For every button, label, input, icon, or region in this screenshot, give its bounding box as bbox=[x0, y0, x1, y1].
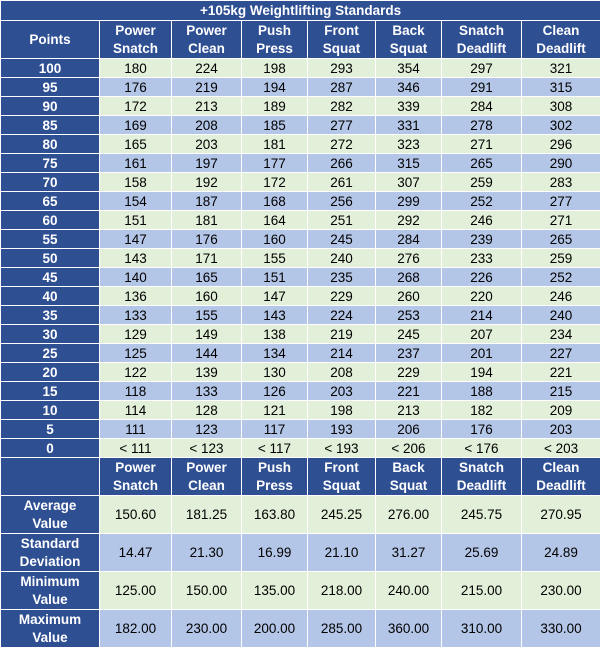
value-cell: 331 bbox=[376, 116, 442, 135]
value-cell: 276 bbox=[376, 249, 442, 268]
value-cell: 308 bbox=[522, 97, 600, 116]
column-header-line2: Snatch bbox=[112, 477, 158, 493]
stat-value-cell: 182.00 bbox=[100, 610, 172, 648]
value-cell: 198 bbox=[308, 401, 376, 420]
value-cell: < 123 bbox=[172, 439, 242, 458]
stat-row bbox=[1, 572, 600, 610]
value-cell: 194 bbox=[242, 78, 308, 97]
column-header-line1: Snatch bbox=[458, 22, 504, 38]
stat-label-line1: Average bbox=[23, 497, 77, 513]
column-header-line1: Snatch bbox=[458, 459, 504, 475]
value-cell: 133 bbox=[172, 382, 242, 401]
points-cell: 55 bbox=[1, 230, 100, 249]
value-cell: 181 bbox=[242, 135, 308, 154]
points-cell: 40 bbox=[1, 287, 100, 306]
value-cell: 176 bbox=[100, 78, 172, 97]
table-row bbox=[1, 363, 600, 382]
value-cell: 128 bbox=[172, 401, 242, 420]
stat-value-cell: 215.00 bbox=[442, 572, 522, 610]
table-row bbox=[1, 173, 600, 192]
stat-value-cell: 24.89 bbox=[522, 534, 600, 572]
value-cell: 293 bbox=[308, 59, 376, 78]
value-cell: 155 bbox=[172, 306, 242, 325]
table-row bbox=[1, 154, 600, 173]
value-cell: 213 bbox=[376, 401, 442, 420]
value-cell: 290 bbox=[522, 154, 600, 173]
value-cell: 214 bbox=[442, 306, 522, 325]
value-cell: 172 bbox=[100, 97, 172, 116]
value-cell: 226 bbox=[442, 268, 522, 287]
value-cell: 197 bbox=[172, 154, 242, 173]
value-cell: 138 bbox=[242, 325, 308, 344]
stat-value-cell: 21.10 bbox=[308, 534, 376, 572]
value-cell: 246 bbox=[522, 287, 600, 306]
value-cell: 229 bbox=[376, 363, 442, 382]
column-header bbox=[442, 458, 522, 496]
stat-value-cell: 25.69 bbox=[442, 534, 522, 572]
value-cell: 299 bbox=[376, 192, 442, 211]
value-cell: 126 bbox=[242, 382, 308, 401]
stat-label bbox=[1, 610, 100, 648]
points-cell: 65 bbox=[1, 192, 100, 211]
value-cell: 245 bbox=[376, 325, 442, 344]
stat-value-cell: 270.95 bbox=[522, 496, 600, 534]
column-header-line2: Clean bbox=[188, 477, 225, 493]
value-cell: 253 bbox=[376, 306, 442, 325]
value-cell: 265 bbox=[442, 154, 522, 173]
value-cell: 268 bbox=[376, 268, 442, 287]
column-header-line2: Squat bbox=[389, 40, 428, 56]
stat-value-cell: 150.60 bbox=[100, 496, 172, 534]
value-cell: 139 bbox=[172, 363, 242, 382]
stat-value-cell: 245.75 bbox=[442, 496, 522, 534]
value-cell: 224 bbox=[172, 59, 242, 78]
stat-value-cell: 125.00 bbox=[100, 572, 172, 610]
column-header bbox=[100, 458, 172, 496]
value-cell: 143 bbox=[242, 306, 308, 325]
stat-value-cell: 218.00 bbox=[308, 572, 376, 610]
value-cell: 266 bbox=[308, 154, 376, 173]
table-row bbox=[1, 211, 600, 230]
value-cell: 229 bbox=[308, 287, 376, 306]
value-cell: 259 bbox=[522, 249, 600, 268]
value-cell: 277 bbox=[308, 116, 376, 135]
points-cell: 35 bbox=[1, 306, 100, 325]
stat-label-line1: Standard bbox=[20, 535, 80, 551]
value-cell: 176 bbox=[172, 230, 242, 249]
value-cell: 185 bbox=[242, 116, 308, 135]
value-cell: < 176 bbox=[442, 439, 522, 458]
value-cell: 203 bbox=[522, 420, 600, 439]
column-header bbox=[242, 21, 308, 59]
stat-value-cell: 230.00 bbox=[172, 610, 242, 648]
table-row bbox=[1, 306, 600, 325]
column-header bbox=[308, 21, 376, 59]
value-cell: 265 bbox=[522, 230, 600, 249]
value-cell: 315 bbox=[376, 154, 442, 173]
value-cell: 160 bbox=[242, 230, 308, 249]
value-cell: 143 bbox=[100, 249, 172, 268]
value-cell: 133 bbox=[100, 306, 172, 325]
value-cell: 246 bbox=[442, 211, 522, 230]
value-cell: 207 bbox=[442, 325, 522, 344]
value-cell: 201 bbox=[442, 344, 522, 363]
column-header-line1: Front bbox=[324, 459, 359, 475]
stat-row bbox=[1, 496, 600, 534]
value-cell: 181 bbox=[172, 211, 242, 230]
value-cell: 354 bbox=[376, 59, 442, 78]
stat-row bbox=[1, 534, 600, 572]
column-header bbox=[376, 21, 442, 59]
table-row bbox=[1, 78, 600, 97]
stat-label-line2: Deviation bbox=[19, 553, 81, 569]
value-cell: 239 bbox=[442, 230, 522, 249]
column-header-line1: Push bbox=[257, 22, 291, 38]
stat-label bbox=[1, 534, 100, 572]
points-cell: 75 bbox=[1, 154, 100, 173]
column-header-line1: Power bbox=[186, 459, 227, 475]
value-cell: 292 bbox=[376, 211, 442, 230]
table-row bbox=[1, 230, 600, 249]
stat-label bbox=[1, 496, 100, 534]
column-header-line2: Deadlift bbox=[536, 477, 586, 493]
stat-value-cell: 240.00 bbox=[376, 572, 442, 610]
column-header-line2: Deadlift bbox=[456, 40, 507, 56]
column-header bbox=[308, 458, 376, 496]
column-header-line1: Power bbox=[115, 22, 156, 38]
value-cell: 182 bbox=[442, 401, 522, 420]
column-header-line2: Press bbox=[256, 477, 293, 493]
value-cell: 287 bbox=[308, 78, 376, 97]
table-row bbox=[1, 325, 600, 344]
value-cell: 193 bbox=[308, 420, 376, 439]
value-cell: 251 bbox=[308, 211, 376, 230]
value-cell: 221 bbox=[376, 382, 442, 401]
table-row bbox=[1, 97, 600, 116]
column-header-line1: Clean bbox=[542, 22, 580, 38]
value-cell: < 206 bbox=[376, 439, 442, 458]
value-cell: 154 bbox=[100, 192, 172, 211]
column-header bbox=[172, 458, 242, 496]
stat-value-cell: 245.25 bbox=[308, 496, 376, 534]
value-cell: 214 bbox=[308, 344, 376, 363]
column-header-line1: Back bbox=[392, 22, 425, 38]
value-cell: 168 bbox=[242, 192, 308, 211]
value-cell: 177 bbox=[242, 154, 308, 173]
value-cell: 213 bbox=[172, 97, 242, 116]
value-cell: 147 bbox=[100, 230, 172, 249]
column-header-line2: Deadlift bbox=[536, 40, 586, 56]
value-cell: 235 bbox=[308, 268, 376, 287]
value-cell: 165 bbox=[100, 135, 172, 154]
value-cell: 123 bbox=[172, 420, 242, 439]
table-row bbox=[1, 344, 600, 363]
points-cell: 30 bbox=[1, 325, 100, 344]
stat-value-cell: 330.00 bbox=[522, 610, 600, 648]
stat-value-cell: 31.27 bbox=[376, 534, 442, 572]
value-cell: 151 bbox=[242, 268, 308, 287]
stat-value-cell: 163.80 bbox=[242, 496, 308, 534]
table-row bbox=[1, 268, 600, 287]
value-cell: 302 bbox=[522, 116, 600, 135]
points-cell: 25 bbox=[1, 344, 100, 363]
value-cell: 271 bbox=[522, 211, 600, 230]
value-cell: < 193 bbox=[308, 439, 376, 458]
value-cell: 220 bbox=[442, 287, 522, 306]
points-cell: 50 bbox=[1, 249, 100, 268]
stat-value-cell: 285.00 bbox=[308, 610, 376, 648]
value-cell: 194 bbox=[442, 363, 522, 382]
stat-value-cell: 14.47 bbox=[100, 534, 172, 572]
value-cell: 297 bbox=[442, 59, 522, 78]
value-cell: 261 bbox=[308, 173, 376, 192]
value-cell: 189 bbox=[242, 97, 308, 116]
value-cell: 165 bbox=[172, 268, 242, 287]
points-cell: 100 bbox=[1, 59, 100, 78]
value-cell: 323 bbox=[376, 135, 442, 154]
value-cell: 240 bbox=[308, 249, 376, 268]
value-cell: 176 bbox=[442, 420, 522, 439]
table-row bbox=[1, 420, 600, 439]
value-cell: 315 bbox=[522, 78, 600, 97]
value-cell: 187 bbox=[172, 192, 242, 211]
stat-label bbox=[1, 572, 100, 610]
stat-row bbox=[1, 610, 600, 648]
value-cell: 206 bbox=[376, 420, 442, 439]
value-cell: 307 bbox=[376, 173, 442, 192]
stat-value-cell: 200.00 bbox=[242, 610, 308, 648]
value-cell: 277 bbox=[522, 192, 600, 211]
value-cell: 209 bbox=[522, 401, 600, 420]
value-cell: 208 bbox=[172, 116, 242, 135]
value-cell: 164 bbox=[242, 211, 308, 230]
value-cell: 260 bbox=[376, 287, 442, 306]
column-header-line2: Squat bbox=[322, 40, 361, 56]
points-cell: 85 bbox=[1, 116, 100, 135]
column-header-line2: Snatch bbox=[112, 40, 158, 56]
empty-header-cell bbox=[1, 458, 100, 496]
table-row bbox=[1, 135, 600, 154]
value-cell: 172 bbox=[242, 173, 308, 192]
stat-label-line2: Value bbox=[32, 515, 68, 531]
header-row bbox=[1, 21, 600, 59]
column-header-line2: Press bbox=[256, 40, 293, 56]
column-header-line2: Squat bbox=[322, 477, 361, 493]
value-cell: 296 bbox=[522, 135, 600, 154]
points-cell: 80 bbox=[1, 135, 100, 154]
points-cell: 20 bbox=[1, 363, 100, 382]
value-cell: 149 bbox=[172, 325, 242, 344]
table-title: +105kg Weightlifting Standards bbox=[1, 1, 600, 21]
points-header: Points bbox=[1, 21, 100, 59]
table-row bbox=[1, 116, 600, 135]
value-cell: 291 bbox=[442, 78, 522, 97]
value-cell: 224 bbox=[308, 306, 376, 325]
value-cell: 339 bbox=[376, 97, 442, 116]
value-cell: 192 bbox=[172, 173, 242, 192]
value-cell: 144 bbox=[172, 344, 242, 363]
column-header-line1: Push bbox=[257, 459, 291, 475]
value-cell: 227 bbox=[522, 344, 600, 363]
stat-label-line2: Value bbox=[32, 591, 68, 607]
value-cell: 130 bbox=[242, 363, 308, 382]
value-cell: 237 bbox=[376, 344, 442, 363]
value-cell: 321 bbox=[522, 59, 600, 78]
value-cell: 272 bbox=[308, 135, 376, 154]
points-cell: 70 bbox=[1, 173, 100, 192]
table-row bbox=[1, 192, 600, 211]
column-header bbox=[242, 458, 308, 496]
points-cell: 10 bbox=[1, 401, 100, 420]
table-row bbox=[1, 287, 600, 306]
value-cell: 160 bbox=[172, 287, 242, 306]
column-header-line2: Clean bbox=[188, 40, 225, 56]
stat-value-cell: 230.00 bbox=[522, 572, 600, 610]
value-cell: 283 bbox=[522, 173, 600, 192]
value-cell: 129 bbox=[100, 325, 172, 344]
value-cell: 245 bbox=[308, 230, 376, 249]
stat-label-line1: Minimum bbox=[20, 573, 80, 589]
table-row bbox=[1, 439, 600, 458]
value-cell: 219 bbox=[308, 325, 376, 344]
value-cell: 151 bbox=[100, 211, 172, 230]
table-row bbox=[1, 59, 600, 78]
stat-label-line2: Value bbox=[32, 629, 68, 645]
value-cell: 284 bbox=[376, 230, 442, 249]
column-header bbox=[172, 21, 242, 59]
value-cell: 234 bbox=[522, 325, 600, 344]
points-cell: 45 bbox=[1, 268, 100, 287]
value-cell: 208 bbox=[308, 363, 376, 382]
table-row bbox=[1, 382, 600, 401]
value-cell: 284 bbox=[442, 97, 522, 116]
points-cell: 95 bbox=[1, 78, 100, 97]
value-cell: 203 bbox=[172, 135, 242, 154]
value-cell: 198 bbox=[242, 59, 308, 78]
value-cell: 203 bbox=[308, 382, 376, 401]
value-cell: 111 bbox=[100, 420, 172, 439]
value-cell: 233 bbox=[442, 249, 522, 268]
value-cell: 147 bbox=[242, 287, 308, 306]
value-cell: 271 bbox=[442, 135, 522, 154]
value-cell: 215 bbox=[522, 382, 600, 401]
column-header-line2: Deadlift bbox=[456, 477, 507, 493]
value-cell: 155 bbox=[242, 249, 308, 268]
value-cell: 346 bbox=[376, 78, 442, 97]
stat-value-cell: 16.99 bbox=[242, 534, 308, 572]
value-cell: 136 bbox=[100, 287, 172, 306]
table-row bbox=[1, 249, 600, 268]
stat-value-cell: 135.00 bbox=[242, 572, 308, 610]
value-cell: 221 bbox=[522, 363, 600, 382]
column-header-line1: Clean bbox=[542, 459, 580, 475]
stat-label-line1: Maximum bbox=[18, 611, 82, 627]
value-cell: 240 bbox=[522, 306, 600, 325]
header-row-repeat bbox=[1, 458, 600, 496]
value-cell: 118 bbox=[100, 382, 172, 401]
stat-value-cell: 360.00 bbox=[376, 610, 442, 648]
value-cell: 219 bbox=[172, 78, 242, 97]
stat-value-cell: 150.00 bbox=[172, 572, 242, 610]
column-header bbox=[100, 21, 172, 59]
column-header bbox=[376, 458, 442, 496]
points-cell: 5 bbox=[1, 420, 100, 439]
value-cell: < 117 bbox=[242, 439, 308, 458]
points-cell: 90 bbox=[1, 97, 100, 116]
value-cell: 252 bbox=[522, 268, 600, 287]
value-cell: 121 bbox=[242, 401, 308, 420]
column-header bbox=[522, 21, 600, 59]
column-header-line2: Squat bbox=[389, 477, 428, 493]
points-cell: 15 bbox=[1, 382, 100, 401]
value-cell: 180 bbox=[100, 59, 172, 78]
column-header bbox=[442, 21, 522, 59]
column-header bbox=[522, 458, 600, 496]
points-cell: 0 bbox=[1, 439, 100, 458]
value-cell: 256 bbox=[308, 192, 376, 211]
column-header-line1: Back bbox=[392, 459, 425, 475]
column-header-line1: Front bbox=[324, 22, 359, 38]
value-cell: 171 bbox=[172, 249, 242, 268]
value-cell: 252 bbox=[442, 192, 522, 211]
value-cell: 259 bbox=[442, 173, 522, 192]
value-cell: 122 bbox=[100, 363, 172, 382]
value-cell: 117 bbox=[242, 420, 308, 439]
value-cell: 134 bbox=[242, 344, 308, 363]
column-header-line1: Power bbox=[115, 459, 156, 475]
value-cell: 169 bbox=[100, 116, 172, 135]
value-cell: 282 bbox=[308, 97, 376, 116]
value-cell: 188 bbox=[442, 382, 522, 401]
stat-value-cell: 181.25 bbox=[172, 496, 242, 534]
value-cell: 161 bbox=[100, 154, 172, 173]
column-header-line1: Power bbox=[186, 22, 227, 38]
stat-value-cell: 310.00 bbox=[442, 610, 522, 648]
points-cell: 60 bbox=[1, 211, 100, 230]
stat-value-cell: 276.00 bbox=[376, 496, 442, 534]
value-cell: 158 bbox=[100, 173, 172, 192]
value-cell: < 203 bbox=[522, 439, 600, 458]
value-cell: 125 bbox=[100, 344, 172, 363]
value-cell: 140 bbox=[100, 268, 172, 287]
table-row bbox=[1, 401, 600, 420]
stat-value-cell: 21.30 bbox=[172, 534, 242, 572]
value-cell: < 111 bbox=[100, 439, 172, 458]
value-cell: 278 bbox=[442, 116, 522, 135]
value-cell: 114 bbox=[100, 401, 172, 420]
